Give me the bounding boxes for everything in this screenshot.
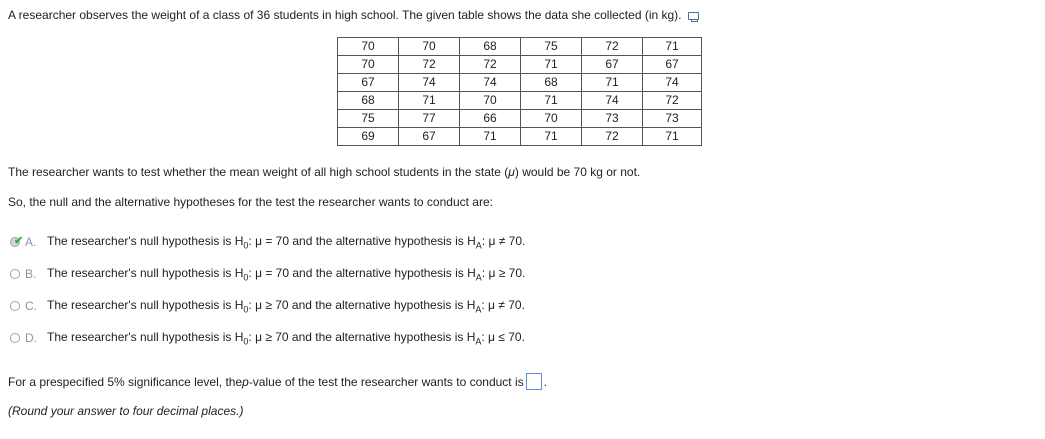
correct-check-icon: ✔ — [14, 235, 24, 248]
table-cell: 68 — [460, 38, 521, 56]
table-cell: 72 — [399, 56, 460, 74]
mu-symbol: μ — [508, 165, 515, 179]
table-cell: 70 — [521, 110, 582, 128]
copy-icon[interactable] — [688, 12, 699, 20]
table-cell: 66 — [460, 110, 521, 128]
table-cell: 71 — [521, 128, 582, 146]
context-after: ) would be 70 kg or not. — [514, 165, 641, 179]
option-text: The researcher's null hypothesis is $H_0$: μ ≥ 70 and the alternative hypothesis is $H_A$: μ ≤ 70. — [47, 330, 525, 347]
table-row — [338, 92, 702, 110]
table-cell: 74 — [582, 92, 643, 110]
table-cell: 74 — [460, 74, 521, 92]
radio-option-a[interactable] — [10, 235, 24, 248]
table-cell: 68 — [521, 74, 582, 92]
table-cell: 71 — [582, 74, 643, 92]
answer-end: . — [543, 374, 547, 389]
table-cell: 77 — [399, 110, 460, 128]
table-cell: 67 — [643, 56, 702, 74]
table-cell: 71 — [521, 56, 582, 74]
table-cell: 72 — [643, 92, 702, 110]
option-text: The researcher's null hypothesis is $H_0$: μ = 70 and the alternative hypothesis is $H_A$: μ ≥ 70. — [47, 266, 526, 283]
data-table — [337, 37, 702, 146]
pvalue-question — [8, 373, 547, 390]
table-cell: 72 — [460, 56, 521, 74]
table-cell: 72 — [582, 128, 643, 146]
table-cell: 74 — [399, 74, 460, 92]
table-row — [338, 110, 702, 128]
table-cell: 67 — [338, 74, 399, 92]
option-letter: A. — [25, 235, 37, 250]
table-cell: 67 — [582, 56, 643, 74]
option-d[interactable] — [10, 330, 525, 346]
table-cell: 72 — [582, 38, 643, 56]
answer-before: For a prespecified 5% significance level, the — [8, 374, 243, 389]
option-letter: B. — [25, 267, 37, 282]
hypothesis-prompt: So, the null and the alternative hypotheses for the test the researcher wants to conduct are: — [8, 195, 493, 209]
table-cell: 70 — [338, 56, 399, 74]
table-cell: 71 — [643, 38, 702, 56]
table-cell: 71 — [460, 128, 521, 146]
option-letter: D. — [25, 331, 37, 346]
table-cell: 68 — [338, 92, 399, 110]
table-cell: 71 — [399, 92, 460, 110]
option-b[interactable] — [10, 266, 525, 282]
table-cell: 75 — [338, 110, 399, 128]
table-cell: 74 — [643, 74, 702, 92]
table-cell: 69 — [338, 128, 399, 146]
table-row — [338, 74, 702, 92]
table-row — [338, 128, 702, 146]
radio-option-b[interactable] — [10, 269, 20, 279]
option-text: The researcher's null hypothesis is $H_0$: μ ≥ 70 and the alternative hypothesis is $H_A$: μ ≠ 70. — [47, 298, 525, 315]
option-a[interactable] — [10, 234, 525, 250]
option-text: The researcher's null hypothesis is $H_0$: μ = 70 and the alternative hypothesis is $H_A$: μ ≠ 70. — [47, 234, 526, 251]
rounding-instruction: (Round your answer to four decimal places.) — [8, 404, 244, 418]
context-before: The researcher wants to test whether the mean weight of all high school students in the state ( — [8, 165, 509, 179]
table-cell: 73 — [582, 110, 643, 128]
table-cell: 71 — [521, 92, 582, 110]
table-cell: 70 — [399, 38, 460, 56]
table-cell: 73 — [643, 110, 702, 128]
table-row — [338, 56, 702, 74]
pvalue-answer-input[interactable] — [526, 373, 542, 390]
question-text — [8, 8, 699, 22]
option-letter: C. — [25, 299, 37, 314]
radio-option-c[interactable] — [10, 301, 20, 311]
answer-after: -value of the test the researcher wants to conduct is — [248, 374, 524, 389]
table-cell: 75 — [521, 38, 582, 56]
p-symbol: p — [242, 374, 249, 389]
radio-option-d[interactable] — [10, 333, 20, 343]
table-cell: 71 — [643, 128, 702, 146]
table-row — [338, 38, 702, 56]
table-cell: 70 — [338, 38, 399, 56]
table-cell: 67 — [399, 128, 460, 146]
table-cell: 70 — [460, 92, 521, 110]
hypothesis-context — [8, 165, 640, 179]
option-c[interactable] — [10, 298, 525, 314]
question-intro: A researcher observes the weight of a class of 36 students in high school. The given table shows the data she collected (in kg). — [8, 8, 682, 22]
